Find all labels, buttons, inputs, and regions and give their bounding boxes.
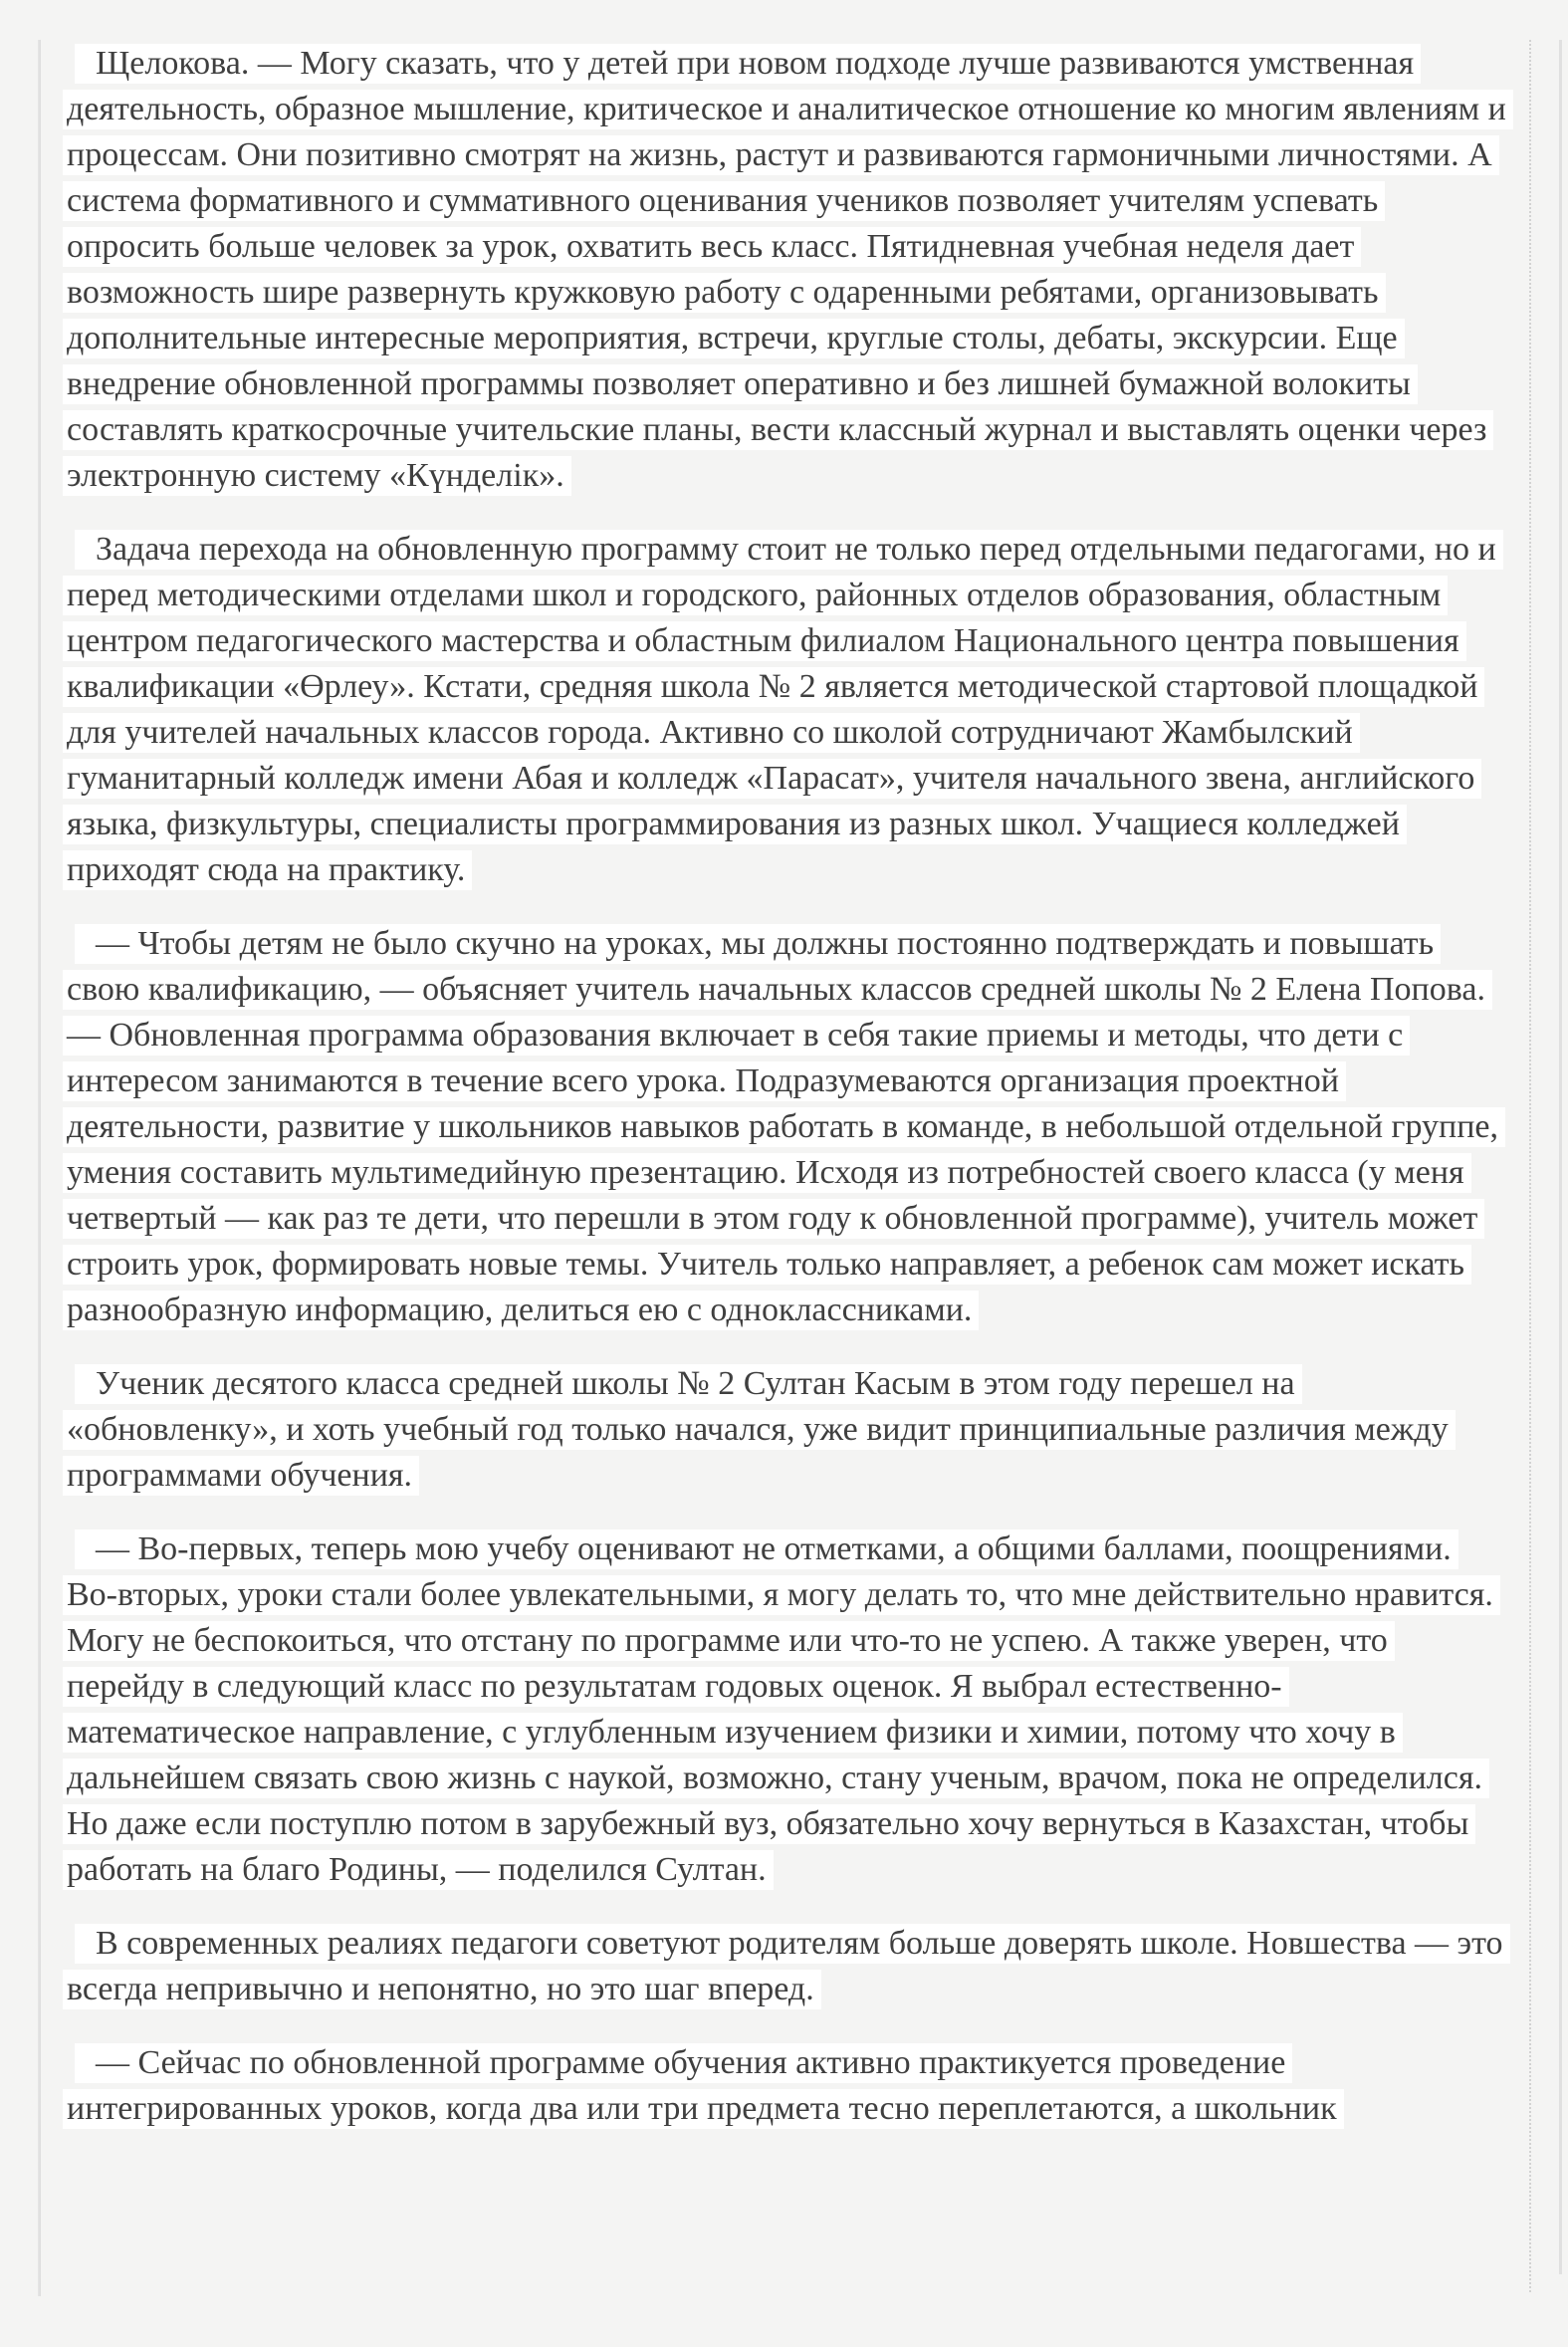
right-page-border	[1559, 40, 1562, 2274]
article-body	[63, 41, 1508, 2160]
highlighted-text: Ученик десятого класса средней школы № 2 Султан Касым в этом году перешел на «обновленку», и хоть учебный год только начался, уже видит принципиальные различия между программами обучения.	[63, 1364, 1456, 1496]
paragraph-transition-task	[63, 527, 1508, 893]
highlighted-text: — Сейчас по обновленной программе обучения активно практикуется проведение интегрированных уроков, когда два или три предмета тесно переплетаются, а школьник	[63, 2043, 1344, 2129]
paragraph-integrated-lessons	[63, 2040, 1508, 2132]
highlighted-text: Щелокова. — Могу сказать, что у детей при новом подходе лучше развиваются умственная деятельность, образное мышление, критическое и аналитическое отношение ко многим явлениям и процессам. Они позитивно смотрят на жизнь, растут и развиваются гармоничными личностями. А система формативного и суммативного оценивания учеников позволяет учителям успевать опросить больше человек за урок, охватить весь класс. Пятидневная учебная неделя дает возможность шире развернуть кружковую работу с одаренными ребятами, организовывать дополнительные интересные мероприятия, встречи, круглые столы, дебаты, экскурсии. Еще внедрение обновленной программы позволяет оперативно и без лишней бумажной волокиты составлять краткосрочные учительские планы, вести классный журнал и выставлять оценки через электронную систему «Күнделік».	[63, 44, 1513, 496]
highlighted-text: Задача перехода на обновленную программу стоит не только перед отдельными педагогами, но и перед методическими отделами школ и городского, районных отделов образования, областным центром педагогического мастерства и областным филиалом Национального центра повышения квалификации «Өрлеу». Кстати, средняя школа № 2 является методической стартовой площадкой для учителей начальных классов города. Активно со школой сотрудничают Жамбылский гуманитарный колледж имени Абая и колледж «Парасат», учителя начального звена, английского языка, физкультуры, специалисты программирования из разных школ. Учащиеся колледжей приходят сюда на практику.	[63, 530, 1503, 890]
paragraph-advice-parents	[63, 1921, 1508, 2012]
highlighted-text: — Во-первых, теперь мою учебу оценивают не отметками, а общими баллами, поощрениями. Во-вторых, уроки стали более увлекательными, я могу делать то, что мне действительно нравится. Могу не беспокоиться, что отстану по программе или что-то не успею. А также уверен, что перейду в следующий класс по результатам годовых оценок. Я выбрал естественно-математическое направление, с углубленным изучением физики и химии, потому что хочу в дальнейшем связать свою жизнь с наукой, возможно, стану ученым, врачом, пока не определился. Но даже если поступлю потом в зарубежный вуз, обязательно хочу вернуться в Казахстан, чтобы работать на благо Родины, — поделился Султан.	[63, 1529, 1500, 1890]
column-guide-dotted-line	[1529, 40, 1531, 2292]
highlighted-text: В современных реалиях педагоги советуют родителям больше доверять школе. Новшества — это всегда непривычно и непонятно, но это шаг вперед.	[63, 1924, 1510, 2009]
left-page-border	[38, 40, 41, 2296]
paragraph-quote-popova	[63, 921, 1508, 1333]
paragraph-quote-sultan	[63, 1526, 1508, 1893]
paragraph-quote-shchelokova	[63, 41, 1508, 499]
highlighted-text: — Чтобы детям не было скучно на уроках, мы должны постоянно подтверждать и повышать свою квалификацию, — объясняет учитель начальных классов средней школы № 2 Елена Попова. — Обновленная программа образования включает в себя такие приемы и методы, что дети с интересом занимаются в течение всего урока. Подразумеваются организация проектной деятельности, развитие у школьников навыков работать в команде, в небольшой отдельной группе, умения составить мультимедийную презентацию. Исходя из потребностей своего класса (у меня четвертый — как раз те дети, что перешли в этом году к обновленной программе), учитель может строить урок, формировать новые темы. Учитель только направляет, а ребенок сам может искать разнообразную информацию, делиться ею с одноклассниками.	[63, 924, 1505, 1330]
paragraph-student-intro	[63, 1361, 1508, 1499]
